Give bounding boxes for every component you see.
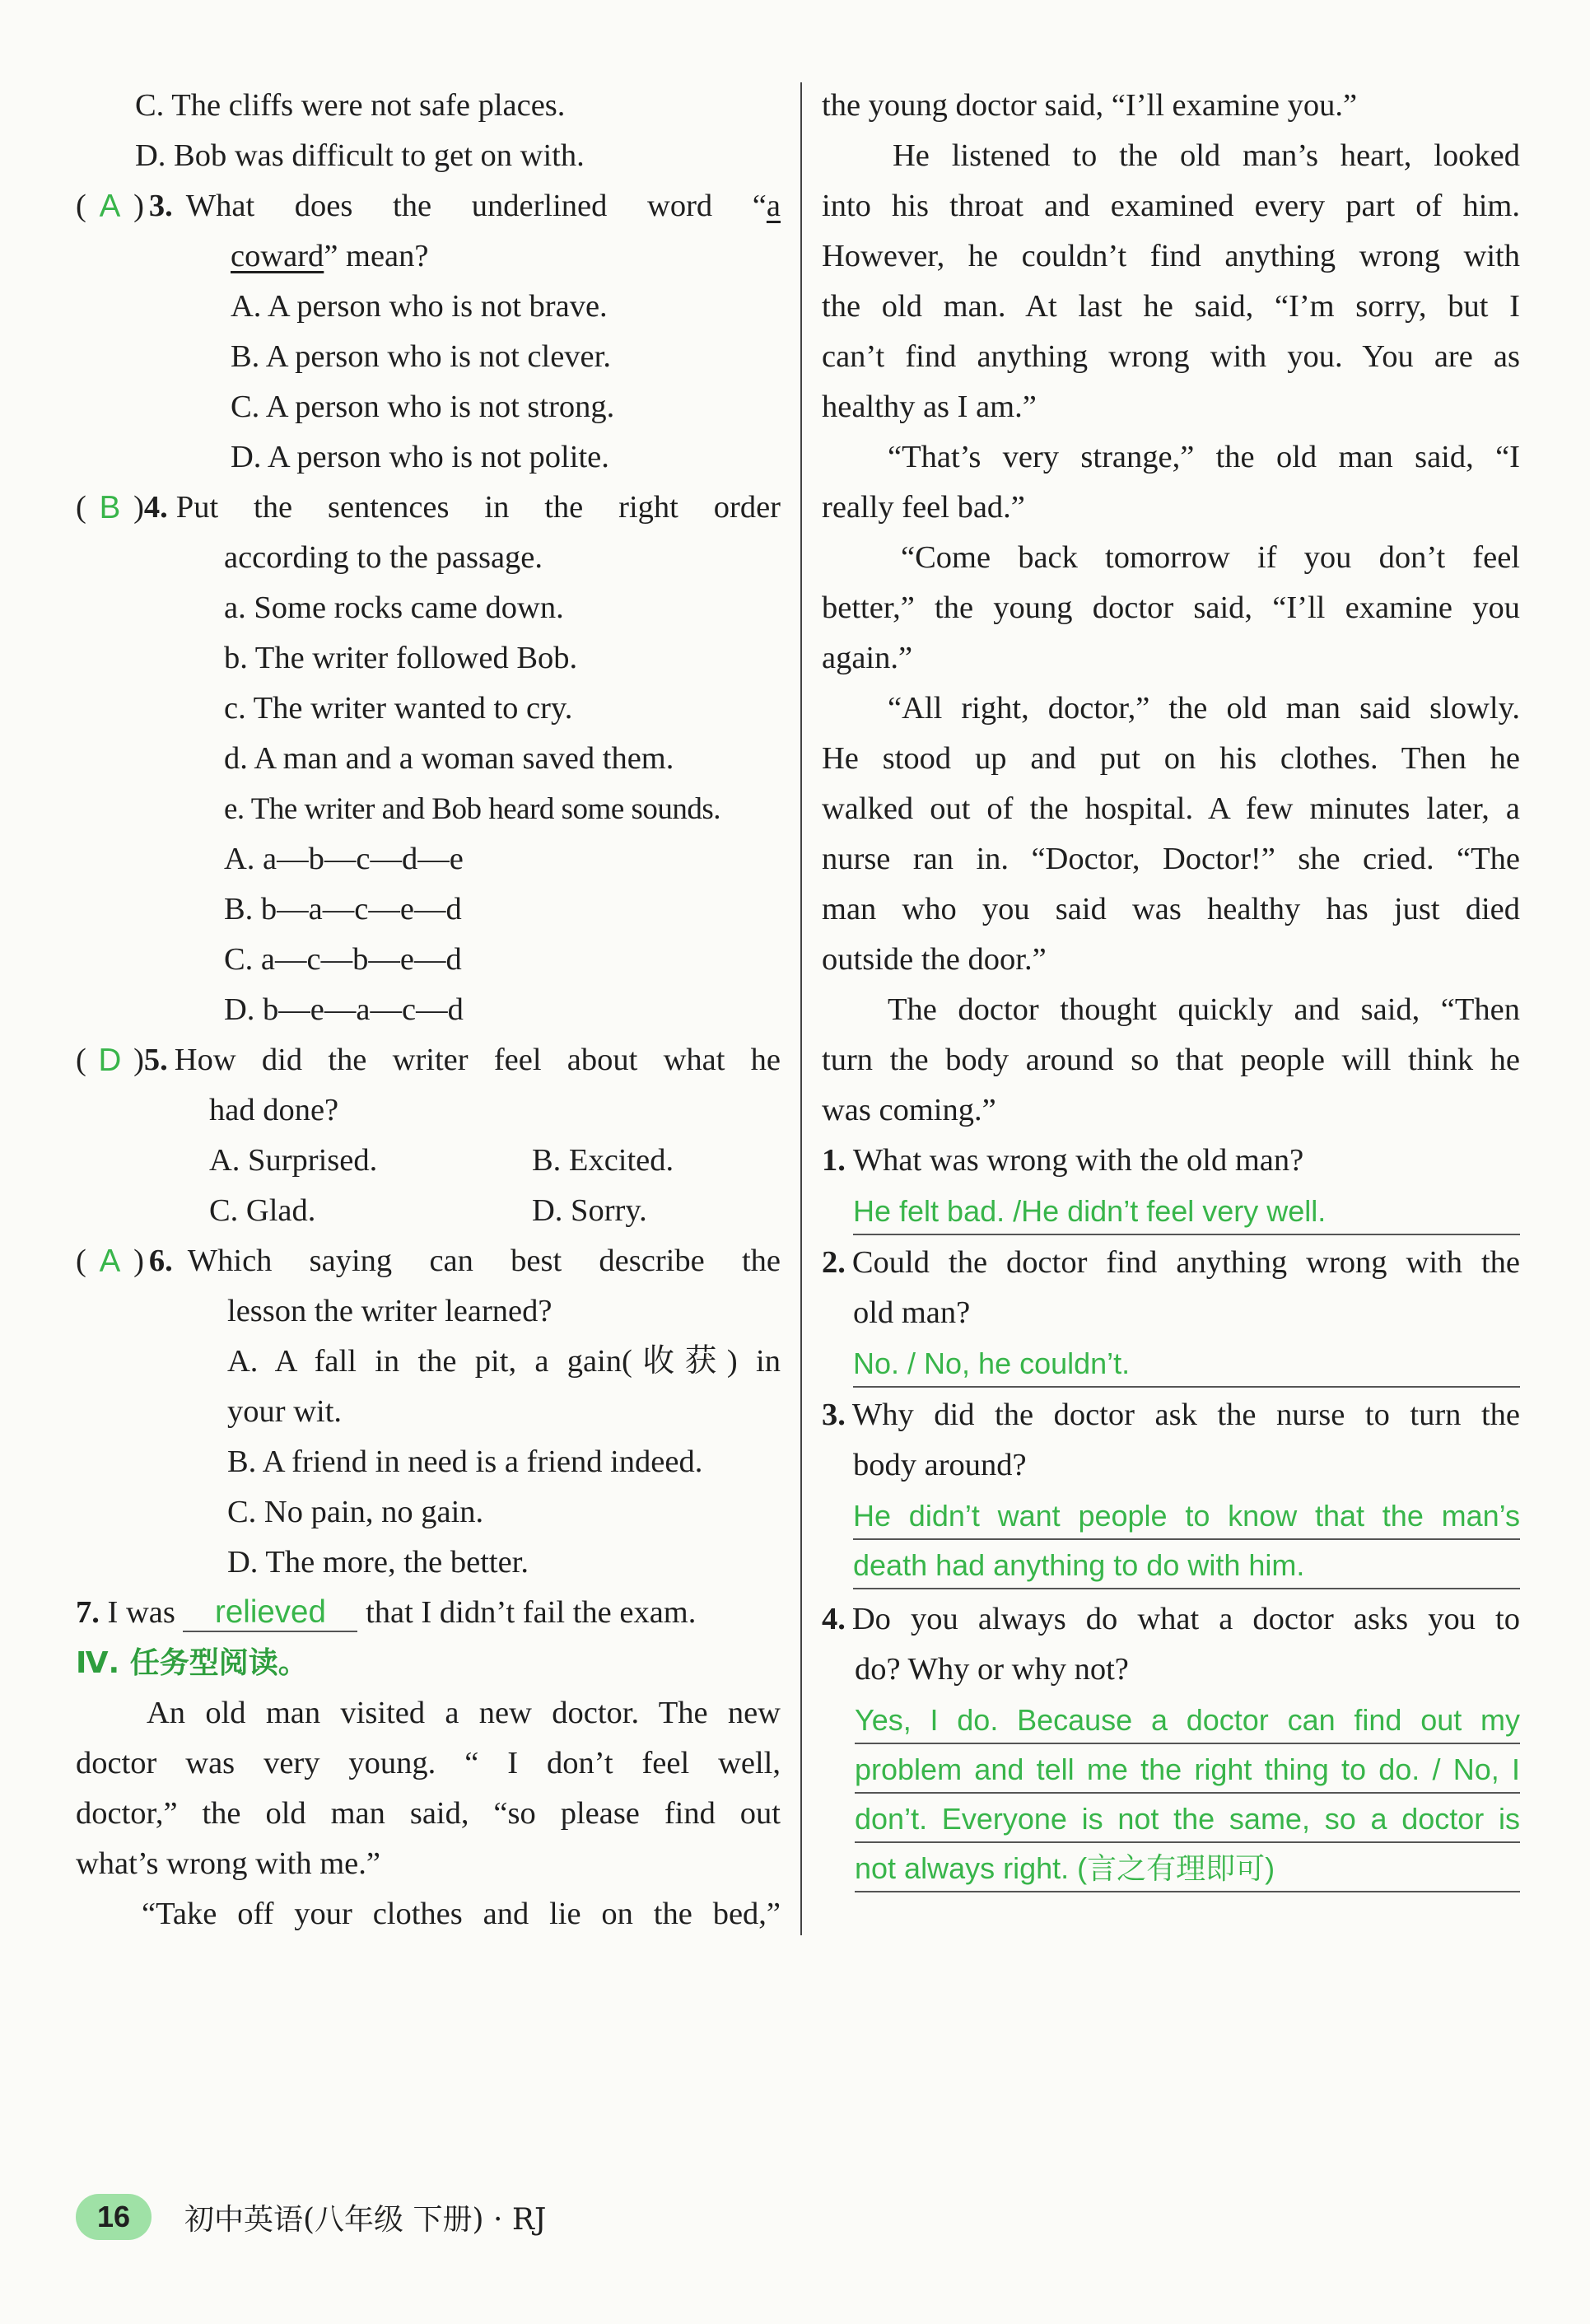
q5-open-paren: ( <box>76 1043 95 1077</box>
passage-line: However, he couldn’t find anything wrong with <box>822 239 1520 273</box>
q3-answer: A <box>99 189 121 224</box>
q3-stem-line2 <box>76 231 781 282</box>
q3-underlined-word-b: coward <box>231 239 324 273</box>
rq4-text-line2: do? Why or why not? <box>855 1652 1129 1687</box>
q4-answer: B <box>99 490 121 525</box>
column-divider <box>800 82 802 1935</box>
q4-item-d: d. A man and a woman saved them. <box>224 741 674 776</box>
passage-line: better,” the young doctor said, “I’ll examine you <box>822 590 1520 625</box>
q4-close-paren: ) <box>125 490 144 525</box>
rq4-question <box>822 1594 1520 1645</box>
passage-line: what’s wrong with me.” <box>76 1846 380 1881</box>
q4-option-b: B. b—a—c—e—d <box>224 892 462 926</box>
passage-line: “Take off your clothes and lie on the bed,” <box>142 1897 781 1931</box>
q3-option-b: B. A person who is not clever. <box>231 339 611 374</box>
q3-stem <box>76 181 781 231</box>
rq3-number: 3. <box>822 1398 846 1432</box>
rq4-answer-line: not always right. (言之有理即可) <box>855 1843 1520 1892</box>
passage-line: again.” <box>822 641 913 675</box>
q6-close-paren: ) <box>125 1244 144 1278</box>
q4-stem-line1: Put the sentences in the right order <box>175 490 781 525</box>
rq1-answer-block <box>853 1186 1520 1235</box>
q5-stem-line1: How did the writer feel about what he <box>174 1043 781 1077</box>
page-number-badge: 16 <box>76 2194 152 2240</box>
q5-option-c: C. Glad. <box>209 1193 316 1228</box>
q3-close-paren: ) <box>125 189 144 223</box>
left-column <box>76 81 781 1939</box>
rq1-text: What was wrong with the old man? <box>852 1143 1304 1178</box>
passage-line: healthy as I am.” <box>822 390 1037 424</box>
passage-line: really feel bad.” <box>822 490 1025 525</box>
rq4-answer-line: problem and tell me the right thing to do. / No, I <box>855 1744 1520 1794</box>
rq3-text-line1: Why did the doctor ask the nurse to turn the <box>851 1398 1520 1432</box>
q3-number: 3. <box>148 189 173 223</box>
rq2-number: 2. <box>822 1245 846 1280</box>
rq2-text-line1: Could the doctor find anything wrong with the <box>851 1245 1520 1280</box>
q4-number: 4. <box>143 490 168 525</box>
q3-option-c: C. A person who is not strong. <box>231 390 615 424</box>
passage-line: man who you said was healthy has just died <box>822 892 1520 926</box>
q5-number: 5. <box>143 1043 168 1077</box>
rq3-question <box>822 1390 1520 1440</box>
page-footer <box>76 2194 546 2240</box>
rq1-answer-line: He felt bad. /He didn’t feel very well. <box>853 1186 1520 1235</box>
q6-option-a-line2: your wit. <box>227 1394 343 1429</box>
rq4-answer-line: don’t. Everyone is not the same, so a doctor is <box>855 1794 1520 1843</box>
q7-line <box>76 1588 781 1638</box>
q2-option-c: C. The cliffs were not safe places. <box>135 88 566 123</box>
q5-answer: D <box>98 1043 122 1078</box>
rq3-answer-line: He didn’t want people to know that the man’s <box>853 1491 1520 1540</box>
q6-number: 6. <box>148 1244 173 1278</box>
q5-option-b: B. Excited. <box>532 1143 674 1178</box>
q6-answer: A <box>99 1244 121 1279</box>
q4-stem <box>76 483 781 533</box>
q7-number: 7. <box>76 1595 100 1630</box>
q5-options-row2 <box>76 1186 781 1236</box>
q4-option-d: D. b—e—a—c—d <box>224 992 464 1027</box>
q4-stem-line2: according to the passage. <box>224 540 543 575</box>
passage-line: “Come back tomorrow if you don’t feel <box>901 540 1520 575</box>
q7-after: that I didn’t fail the exam. <box>366 1595 697 1630</box>
q6-option-d: D. The more, the better. <box>227 1545 529 1580</box>
q5-stem-line2: had done? <box>209 1093 339 1127</box>
book-title: 初中英语(八年级 下册) · RJ <box>184 2202 547 2237</box>
passage-line: turn the body around so that people will think he <box>822 1043 1520 1077</box>
q3-open-paren: ( <box>76 189 95 223</box>
q6-stem-line2: lesson the writer learned? <box>227 1294 553 1328</box>
rq1-number: 1. <box>822 1143 846 1178</box>
rq3-answer-line: death had anything to do with him. <box>853 1540 1520 1589</box>
passage-line: “All right, doctor,” the old man said slowly. <box>888 691 1520 726</box>
q4-option-c: C. a—c—b—e—d <box>224 942 462 977</box>
rq3-text-line2: body around? <box>853 1448 1027 1482</box>
q6-option-c: C. No pain, no gain. <box>227 1495 484 1529</box>
rq4-text-line1: Do you always do what a doctor asks you to <box>851 1602 1520 1636</box>
q6-option-b: B. A friend in need is a friend indeed. <box>227 1444 703 1479</box>
q5-close-paren: ) <box>125 1043 144 1077</box>
passage-line: the old man. At last he said, “I’m sorry, but I <box>822 289 1520 324</box>
q2-option-d: D. Bob was difficult to get on with. <box>135 138 585 173</box>
q6-open-paren: ( <box>76 1244 95 1278</box>
passage-line: “That’s very strange,” the old man said, “I <box>888 440 1520 474</box>
q6-stem <box>76 1236 781 1286</box>
q3-underlined-word-a: a <box>766 189 781 223</box>
q4-item-c: c. The writer wanted to cry. <box>224 691 573 726</box>
passage-line: outside the door.” <box>822 942 1047 977</box>
q3-stem-text: What does the underlined word “ <box>185 189 767 223</box>
q4-option-a: A. a—b—c—d—e <box>224 842 464 876</box>
q3-stem-end: ” mean? <box>324 239 429 273</box>
q6-stem-line1: Which saying can best describe the <box>187 1244 781 1278</box>
passage-line: was coming.” <box>822 1093 996 1127</box>
passage-line: He stood up and put on his clothes. Then he <box>822 741 1520 776</box>
passage-line: can’t find anything wrong with you. You are as <box>822 339 1520 374</box>
passage-line: An old man visited a new doctor. The new <box>147 1696 781 1730</box>
passage-line: into his throat and examined every part of him. <box>822 189 1520 223</box>
q3-option-a: A. A person who is not brave. <box>231 289 608 324</box>
rq1-question <box>822 1136 1520 1186</box>
passage-line: the young doctor said, “I’ll examine you.” <box>822 88 1358 123</box>
q3-option-d: D. A person who is not polite. <box>231 440 609 474</box>
q7-answer-blank: relieved <box>183 1594 357 1632</box>
q3-stem-line1 <box>186 181 781 231</box>
q5-options-row1 <box>76 1136 781 1186</box>
rq2-answer-line: No. / No, he couldn’t. <box>853 1338 1520 1388</box>
rq4-number: 4. <box>822 1602 846 1636</box>
q4-item-e: e. The writer and Bob heard some sounds. <box>224 792 721 826</box>
rq4-answer-line: Yes, I do. Because a doctor can find out my <box>855 1695 1520 1744</box>
rq2-answer-block <box>853 1338 1520 1388</box>
right-column <box>822 81 1520 1892</box>
q4-item-b: b. The writer followed Bob. <box>224 641 578 675</box>
passage-line: doctor was very young. “ I don’t feel well, <box>76 1746 781 1780</box>
q4-open-paren: ( <box>76 490 95 525</box>
section-heading: Ⅳ. 任务型阅读。 <box>76 1646 308 1680</box>
q4-item-a: a. Some rocks came down. <box>224 590 564 625</box>
rq3-answer-block <box>853 1491 1520 1589</box>
q5-option-d: D. Sorry. <box>532 1193 647 1228</box>
rq2-question <box>822 1238 1520 1288</box>
q7-before: I was <box>107 1595 175 1630</box>
passage-line: He listened to the old man’s heart, looked <box>893 138 1520 173</box>
rq2-text-line2: old man? <box>853 1295 971 1330</box>
passage-line: walked out of the hospital. A few minutes later, a <box>822 791 1520 826</box>
passage-line: nurse ran in. “Doctor, Doctor!” she cried. “The <box>822 842 1520 876</box>
rq4-answer-block <box>855 1695 1520 1892</box>
q6-option-a-line1: A. A fall in the pit, a gain(收获) in <box>227 1344 781 1379</box>
passage-line: doctor,” the old man said, “so please find out <box>76 1796 781 1831</box>
passage-line: The doctor thought quickly and said, “Then <box>888 992 1520 1027</box>
q5-stem <box>76 1035 781 1085</box>
q5-option-a: A. Surprised. <box>209 1143 378 1178</box>
